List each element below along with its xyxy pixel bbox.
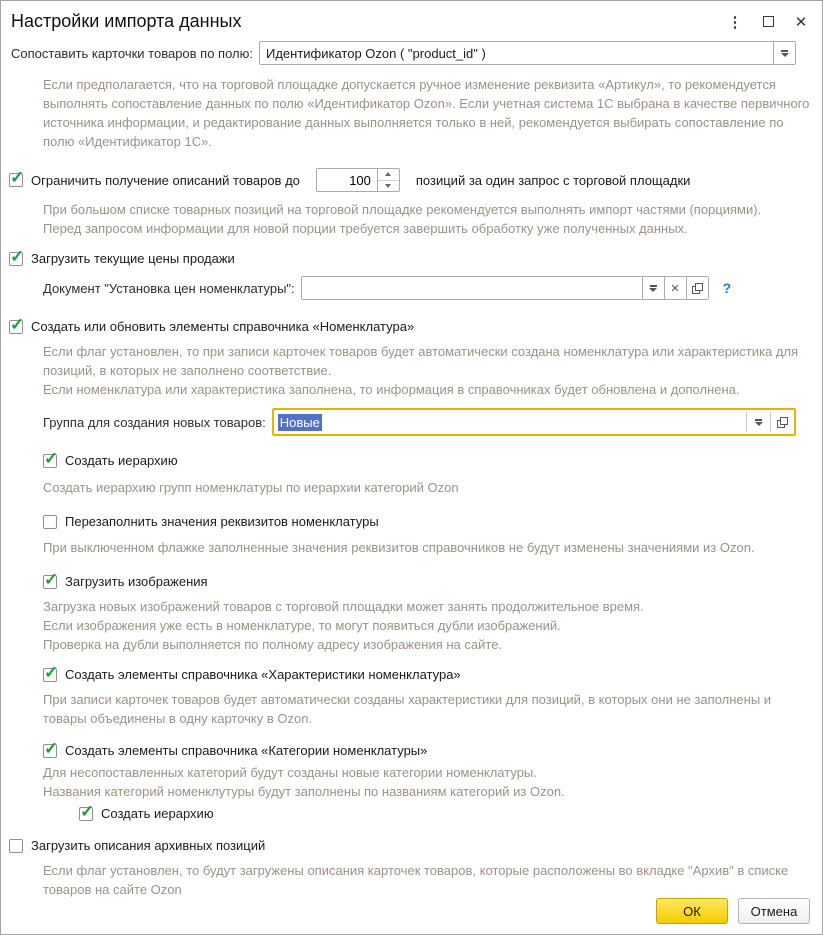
refill-hint: При выключенном флажке заполненные значения реквизитов справочников не будут изменены значениями из Ozon. — [43, 540, 755, 555]
hierarchy-label: Создать иерархию — [65, 453, 178, 468]
arrow-down-icon — [385, 184, 391, 188]
images-checkbox-row[interactable] — [43, 574, 822, 589]
images-hint — [43, 597, 812, 654]
limit-label-after: позиций за один запрос с торговой площадки — [415, 172, 691, 188]
window-controls — [728, 14, 808, 30]
match-field-combo[interactable] — [259, 41, 796, 65]
limit-input[interactable] — [317, 169, 377, 191]
hierarchy-hint: Создать иерархию групп номенклатуры по иерархии категорий Ozon — [43, 480, 459, 495]
refill-checkbox-row[interactable] — [43, 514, 822, 529]
hierarchy-checkbox[interactable] — [43, 454, 57, 468]
limit-checkbox[interactable] — [9, 173, 23, 187]
refill-checkbox[interactable] — [43, 515, 57, 529]
prices-checkbox[interactable] — [9, 252, 23, 266]
categories-checkbox[interactable] — [43, 744, 57, 758]
characteristics-checkbox[interactable] — [43, 668, 57, 682]
arrow-up-icon — [385, 172, 391, 176]
images-checkbox[interactable] — [43, 575, 57, 589]
archive-checkbox-row[interactable] — [1, 838, 822, 853]
dialog-title: Настройки импорта данных — [11, 11, 242, 31]
hint-line: Если номенклатура или характеристика заполнена, то информация в справочниках будет обновлена и дополнена. — [43, 382, 740, 397]
spinner-down-button[interactable] — [378, 181, 399, 192]
chevron-down-icon — [781, 50, 789, 57]
match-field-input[interactable] — [260, 42, 773, 64]
hint-line: Если флаг установлен, то при записи карточек товаров будет автоматически создана номенклатура или характеристика для позиций, в которых не заполнено соответствие. — [43, 344, 799, 378]
hint-line: Проверка на дубли выполняется по полному адресу изображения на сайте. — [43, 637, 503, 652]
price-document-open-button[interactable] — [686, 277, 708, 299]
characteristics-label: Создать элементы справочника «Характеристики номенклатура» — [65, 667, 461, 682]
match-field-label: Сопоставить карточки товаров по полю: — [11, 45, 253, 61]
refill-label: Перезаполнить значения реквизитов номенклатуры — [65, 514, 379, 529]
categories-hierarchy-checkbox-row[interactable] — [71, 806, 822, 821]
characteristics-hint: При записи карточек товаров будет автоматически созданы характеристики для позиций, в которых они не заполнены и товары объединены в одну карточку в Ozon. — [43, 692, 772, 726]
nomenclature-checkbox[interactable] — [9, 320, 23, 334]
open-form-icon — [777, 417, 788, 428]
footer-buttons — [656, 898, 810, 924]
prices-label: Загрузить текущие цены продажи — [31, 251, 235, 266]
price-document-clear-button[interactable] — [664, 277, 686, 299]
categories-hint — [43, 763, 812, 801]
categories-label: Создать элементы справочника «Категории номенклатуры» — [65, 743, 428, 758]
price-document-label: Документ "Установка цен номенклатуры": — [43, 280, 295, 296]
nomenclature-hint — [43, 342, 812, 399]
price-document-combo[interactable] — [301, 276, 709, 300]
chevron-down-icon — [649, 285, 657, 292]
prices-checkbox-row[interactable] — [1, 251, 822, 266]
match-dropdown-button[interactable] — [773, 42, 795, 64]
hint-line: Для несопоставленных категорий будут созданы новые категории номенклатуры. — [43, 765, 537, 780]
categories-hierarchy-checkbox[interactable] — [79, 807, 93, 821]
nomenclature-label: Создать или обновить элементы справочника «Номенклатура» — [31, 319, 415, 334]
nomenclature-checkbox-row[interactable] — [1, 319, 822, 334]
match-field-hint: Если предполагается, что на торговой площадке допускается ручное изменение реквизита «Артикул», то рекомендуется выполнять сопоставление данных по полю «Идентификатор Ozon». Если учетная система 1С выбрана в качестве первичного источника информации, и редактирование данных выполняется только в ней, рекомендуется выбирать сопоставление по полю «Идентификатор 1С». — [43, 77, 810, 149]
spinner-buttons — [377, 169, 399, 191]
new-goods-group-value[interactable]: Новые — [279, 414, 320, 430]
archive-checkbox[interactable] — [9, 839, 23, 853]
archive-label: Загрузить описания архивных позиций — [31, 838, 266, 853]
titlebar — [1, 1, 822, 35]
window-maximize-icon[interactable] — [761, 14, 775, 30]
images-label: Загрузить изображения — [65, 574, 208, 589]
hint-line: Названия категорий номенклутуры будут заполнены по названиям категорий из Ozon. — [43, 784, 565, 799]
spinner-up-button[interactable] — [378, 169, 399, 181]
group-dropdown-button[interactable] — [746, 412, 770, 432]
new-goods-group-label: Группа для создания новых товаров: — [43, 414, 266, 430]
limit-label-before: Ограничить получение описаний товаров до — [31, 172, 300, 188]
ok-button[interactable]: ОК — [656, 898, 728, 924]
price-document-row — [43, 276, 822, 300]
open-form-icon — [692, 283, 703, 294]
categories-checkbox-row[interactable] — [43, 743, 822, 758]
window-menu-icon[interactable]: ⋮ — [727, 13, 743, 31]
limit-checkbox-row[interactable] — [1, 168, 822, 192]
hierarchy-checkbox-row[interactable] — [43, 453, 822, 468]
chevron-down-icon — [755, 419, 763, 426]
price-document-input[interactable] — [302, 277, 642, 299]
hint-line: Если изображения уже есть в номенклатуре, то могут появиться дубли изображений. — [43, 618, 561, 633]
new-goods-group-row — [43, 408, 822, 436]
archive-hint: Если флаг установлен, то будут загружены описания карточек товаров, которые расположены во вкладке "Архив" в списке товаров на сайте Ozon — [43, 863, 789, 897]
clear-icon: ✕ — [670, 282, 680, 295]
help-link[interactable]: ? — [722, 280, 732, 296]
limit-hint — [43, 200, 812, 238]
limit-spinner[interactable] — [316, 168, 400, 192]
cancel-button[interactable]: Отмена — [738, 898, 810, 924]
window-close-icon[interactable]: ✕ — [794, 13, 808, 31]
maximize-square-icon — [763, 16, 774, 27]
characteristics-checkbox-row[interactable] — [43, 667, 822, 682]
new-goods-group-field[interactable] — [272, 408, 796, 436]
price-document-dropdown-button[interactable] — [642, 277, 664, 299]
hint-line: Загрузка новых изображений товаров с торговой площадки может занять продолжительное время. — [43, 599, 644, 614]
categories-hierarchy-label: Создать иерархию — [101, 806, 214, 821]
group-open-button[interactable] — [770, 412, 794, 432]
hint-line: При большом списке товарных позиций на торговой площадке рекомендуется выполнять импорт частями (порциями). — [43, 202, 762, 217]
match-field-row — [1, 41, 822, 65]
hint-line: Перед запросом информации для новой порции требуется завершить обработку уже полученных данных. — [43, 221, 688, 236]
